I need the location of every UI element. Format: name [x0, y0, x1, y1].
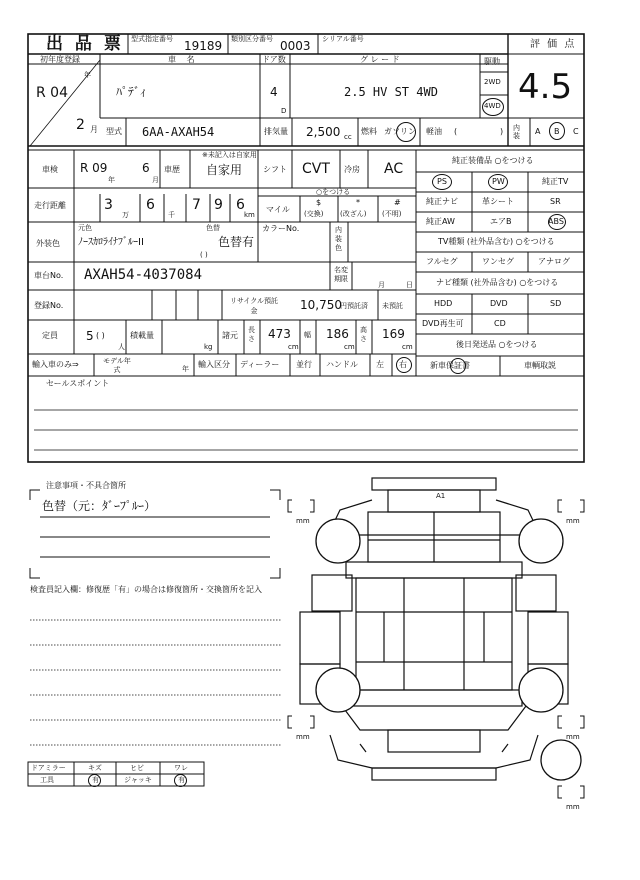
mm-front-left: mm — [296, 517, 310, 525]
recycle-unit: 円預託済 — [340, 302, 368, 310]
length-value: 473 — [268, 327, 291, 341]
width-cm: cm — [344, 343, 355, 351]
ac-label: 冷房 — [344, 165, 360, 174]
chassis-value: AXAH54-4037084 — [84, 267, 203, 283]
tv-fullseg: フルセグ — [426, 257, 458, 266]
mileage-label: 走行距離 — [34, 201, 66, 210]
registration-label: 登録No. — [34, 301, 64, 310]
capacity-value: 5 — [86, 329, 94, 343]
equip-ps-circle — [432, 174, 452, 190]
equip-ps: PS — [437, 177, 447, 186]
first-reg-era: R 04 — [36, 85, 68, 101]
scratch-header: キズ — [88, 764, 102, 772]
notes-title: 注意事項・不具合箇所 — [46, 481, 126, 490]
mileage-circle-note: ○をつける — [316, 188, 351, 196]
color-no-label: カラーNo. — [262, 224, 300, 233]
tamper-text: (改ざん) — [340, 210, 367, 218]
orig-color-label: 元色 — [78, 224, 92, 232]
handle-right: 右 — [399, 360, 407, 369]
length-label: 長さ — [248, 326, 255, 343]
break-header: ワレ — [174, 764, 188, 772]
model-cert-label: 型式指定番号 — [131, 35, 173, 43]
import-parallel: 並行 — [296, 360, 312, 369]
jack-value: 有 — [178, 776, 185, 784]
equip-leather: 革シート — [482, 197, 514, 206]
mileage-digit-4: 9 — [214, 197, 223, 213]
recycle-value: 10,750 — [300, 298, 342, 312]
interior-b-circle — [549, 122, 565, 140]
color-change-value: 色替有 — [218, 235, 255, 249]
later-manual: 車輌取説 — [524, 361, 556, 370]
tv-oneseg: ワンセグ — [482, 257, 514, 266]
height-label: 高さ — [360, 326, 367, 343]
nav-hdd: HDD — [434, 299, 453, 308]
swap-text: (交換) — [304, 210, 324, 218]
mirror-header: ドアミラー — [31, 764, 66, 772]
import-dealer: ディーラー — [240, 360, 280, 369]
mm-rear-right: mm — [566, 733, 580, 741]
drive-label: 駆動 — [484, 57, 500, 66]
width-value: 186 — [326, 327, 349, 341]
interior-label: 内装 — [513, 124, 520, 140]
displacement-value: 2,500 — [306, 125, 341, 139]
recycle-label: リサイクル預託金 — [229, 297, 279, 315]
height-value: 169 — [382, 327, 405, 341]
mm-front-right: mm — [566, 517, 580, 525]
equip-abs: ABS — [548, 217, 564, 226]
orig-color-value: ﾉｰｽｶﾛﾗｲﾅﾌﾞﾙｰII — [78, 237, 144, 248]
equip-aw: 純正AW — [426, 217, 455, 226]
jack-circle — [174, 774, 187, 787]
handle-left: 左 — [376, 360, 384, 369]
name-change-label: 名変期限 — [334, 266, 348, 283]
equipment-title: 純正装備品 ○をつける — [452, 156, 534, 165]
unknown-text: (不明) — [382, 210, 402, 218]
sen-unit: 千 — [168, 211, 175, 219]
name-change-month: 月 — [378, 281, 385, 289]
score-label: 評 価 点 — [530, 39, 577, 50]
fuel-diesel: 軽油 — [426, 127, 442, 136]
tv-title: TV種類 (社外品含む) ○をつける — [438, 237, 555, 246]
equip-sr: SR — [550, 197, 561, 206]
color-change-label: 色替 — [206, 224, 220, 232]
inspector-note-label: 検査員記入欄：修復歴「有」の場合は修復箇所・交換箇所を記入 — [30, 585, 262, 594]
door-suffix: D — [281, 107, 287, 115]
later-title: 後日発送品 ○をつける — [456, 340, 538, 349]
displacement-label: 排気量 — [264, 127, 288, 136]
tools-value: 有 — [92, 776, 99, 784]
later-warranty-circle — [450, 358, 466, 374]
model-type-value: 6AA-AXAH54 — [142, 125, 215, 139]
inspection-era: R 09 — [80, 161, 108, 175]
nav-dvd-play: DVD再生可 — [422, 319, 464, 328]
later-warranty: 新車保証書 — [430, 361, 470, 370]
import-only-label: 輸入車のみ⇒ — [32, 360, 79, 369]
height-cm: cm — [402, 343, 413, 351]
nav-sd: SD — [550, 299, 562, 308]
paren-open: ( — [454, 127, 458, 136]
tools-circle — [88, 774, 101, 787]
mileage-digit-2: 6 — [146, 197, 155, 213]
shift-value: CVT — [302, 161, 330, 177]
paren-close: ) — [500, 127, 504, 136]
tamper-symbol: * — [356, 198, 360, 207]
load-label: 積載量 — [130, 331, 154, 340]
category-label: 類別区分番号 — [231, 35, 273, 43]
drive-2wd: 2WD — [484, 78, 501, 86]
model-cert-number: 19189 — [184, 39, 223, 53]
interior-c: C — [573, 127, 579, 136]
model-year-unit: 年 — [182, 365, 189, 373]
recycle-unpaid: 未預託 — [382, 302, 403, 310]
chassis-label: 車台No. — [34, 271, 64, 280]
model-year-label: モデル年式 — [103, 357, 131, 374]
first-reg-month: 2 — [76, 117, 85, 133]
mileage-digit-1: 3 — [104, 197, 113, 213]
doors-label: ドア数 — [262, 55, 286, 64]
fuel-label: 燃料 — [361, 127, 377, 136]
model-type-label: 型式 — [106, 127, 122, 136]
cc-unit: cc — [344, 133, 352, 141]
mm-rear-left: mm — [296, 733, 310, 741]
man-unit: 万 — [122, 211, 129, 219]
tv-analog: アナログ — [538, 257, 570, 266]
month-unit: 月 — [90, 125, 98, 134]
interior-b: B — [554, 127, 560, 136]
history-value: 自家用 — [206, 163, 243, 177]
inspection-year-unit: 年 — [108, 176, 115, 184]
handle-right-circle — [396, 357, 412, 373]
load-kg: kg — [204, 343, 213, 351]
exterior-color-label: 外装色 — [36, 239, 60, 248]
km-unit: km — [244, 211, 255, 219]
equip-pw: PW — [492, 177, 505, 186]
length-cm: cm — [288, 343, 299, 351]
dims-label: 諸元 — [222, 331, 238, 340]
width-label: 幅 — [304, 331, 311, 339]
score-value: 4.5 — [518, 67, 573, 107]
handle-label: ハンドル — [326, 360, 358, 369]
inspection-month: 6 — [142, 161, 150, 175]
name-change-day: 日 — [406, 281, 413, 289]
grade-label: グ レ ー ド — [360, 55, 400, 64]
equip-abs-circle — [548, 214, 566, 230]
capacity-paren: ( ) — [96, 331, 105, 340]
history-label: 車歴 — [164, 165, 180, 174]
serial-label: シリアル番号 — [322, 35, 364, 43]
fuel-gasoline: ガソリン — [384, 127, 416, 136]
grade-value: 2.5 HV ST 4WD — [344, 85, 438, 99]
capacity-label: 定員 — [42, 331, 58, 340]
drive-4wd: 4WD — [484, 102, 501, 110]
unknown-symbol: # — [394, 198, 401, 207]
category-number: 0003 — [280, 39, 311, 53]
nav-title: ナビ種類 (社外品含む) ○をつける — [436, 278, 559, 287]
mileage-digit-3: 7 — [192, 197, 201, 213]
interior-a: A — [535, 127, 541, 136]
ac-value: AC — [384, 161, 404, 177]
equip-pw-circle — [488, 174, 508, 190]
door-count: 4 — [270, 85, 278, 99]
form-title: 出 品 票 — [46, 34, 124, 54]
fuel-gasoline-circle — [396, 122, 416, 142]
shift-label: シフト — [263, 165, 287, 174]
notes-color-change: 色替（元：ﾀﾞｰﾌﾟﾙｰ） — [42, 499, 157, 513]
crack-header: ヒビ — [130, 764, 144, 772]
mile-label: マイル — [266, 205, 290, 214]
jack-label: ジャッキ — [124, 776, 152, 784]
import-type-label: 輸入区分 — [198, 360, 230, 369]
capacity-unit: 人 — [118, 343, 125, 351]
equip-tv: 純正TV — [542, 177, 569, 186]
equip-navi: 純正ナビ — [426, 197, 458, 206]
equip-airbag: エアB — [490, 217, 512, 226]
diagram-a1-label: A1 — [436, 492, 446, 500]
mm-spare: mm — [566, 803, 580, 811]
inspection-month-unit: 月 — [152, 176, 159, 184]
year-unit: 年 — [84, 71, 91, 79]
swap-symbol: $ — [316, 198, 322, 207]
sales-point-label: セールスポイント — [46, 379, 110, 388]
car-name: ﾊﾟﾃﾞｨ — [116, 85, 147, 99]
tools-label: 工具 — [40, 776, 54, 784]
mileage-digit-5: 6 — [236, 197, 245, 213]
inspection-label: 車検 — [42, 165, 58, 174]
car-name-label: 車 名 — [168, 55, 199, 64]
first-reg-label: 初年度登録 — [40, 55, 80, 64]
interior-color-label: 内装色 — [335, 226, 342, 252]
nav-cd: CD — [494, 319, 506, 328]
nav-dvd: DVD — [490, 299, 508, 308]
history-note: ※未記入は自家用 — [202, 151, 257, 159]
color-paren: ( ) — [200, 251, 208, 259]
drive-4wd-circle — [482, 98, 504, 116]
